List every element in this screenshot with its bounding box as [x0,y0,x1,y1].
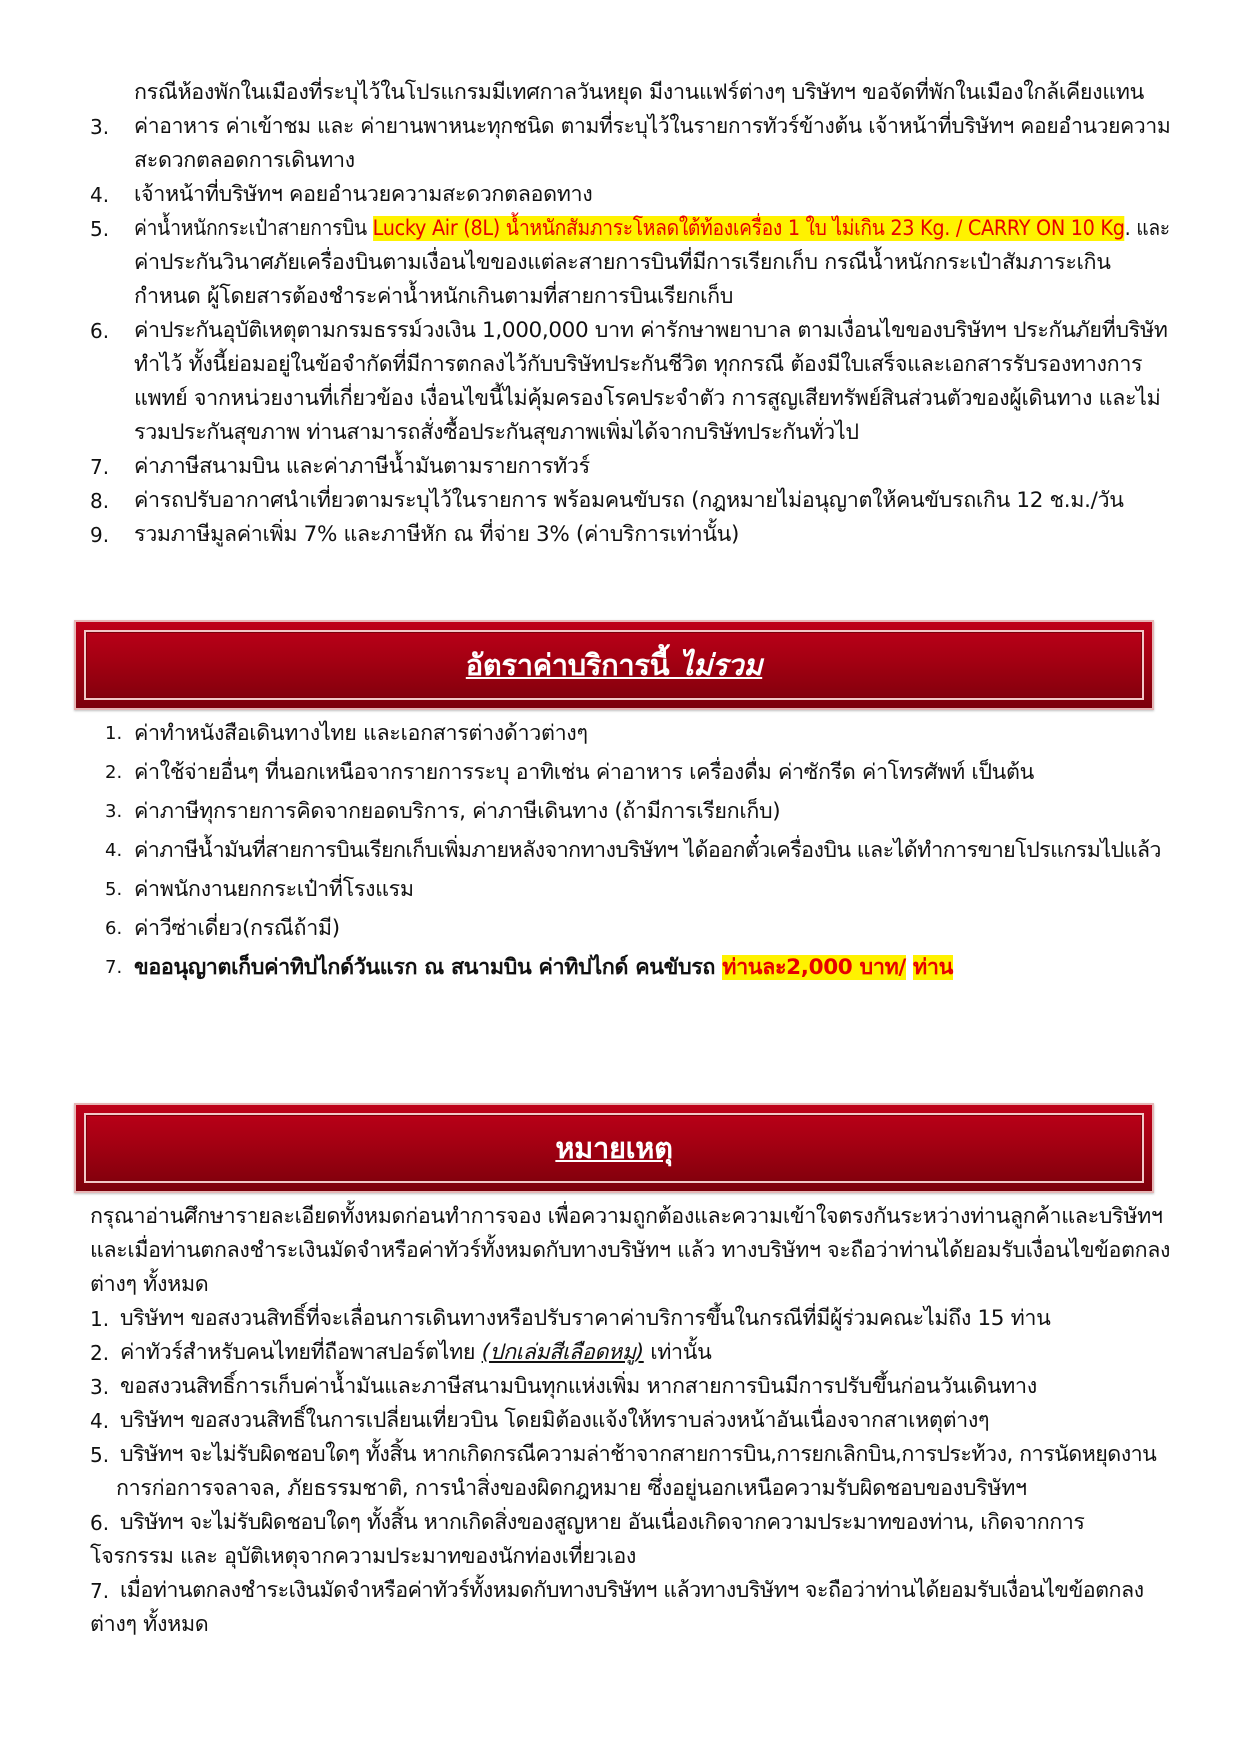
included-num-5: 5. [90,217,110,241]
included-item-5-text-b: . และ [1124,216,1170,241]
included-num-9: 9. [90,523,110,547]
remarks-intro-line3: ต่างๆ ทั้งหมด [90,1272,209,1297]
included-num-4: 4. [90,183,110,207]
remarks-num-3: 3. [90,1375,110,1399]
remarks-item-6-line2: โจรกรรม และ อุบัติเหตุจากความประมาทของนักท่องเที่ยวเอง [90,1544,637,1569]
excluded-item-4: ค่าภาษีน้ำมันที่สายการบินเรียกเก็บเพิ่มภายหลังจากทางบริษัทฯ ได้ออกตั๋วเครื่องบิน และได้ทำการขายโปรแกรมไปแล้ว [134,838,1161,863]
included-item-5-text-a: ค่าน้ำหนักกระเป๋าสายการบิน [134,216,373,241]
excluded-item-1: ค่าทำหนังสือเดินทางไทย และเอกสารต่างด้าวต่างๆ [134,721,588,746]
included-item-5-line3: กำหนด ผู้โดยสารต้องชำระค่าน้ำหนักเกินตามที่สายการบินเรียกเก็บ [134,284,734,309]
included-num-6: 6. [90,319,110,343]
excluded-banner [74,620,1154,710]
excluded-title-emphasis: ไม่รวม [679,648,763,682]
included-item-8-line1: ค่ารถปรับอากาศนำเที่ยวตามระบุไว้ในรายการ พร้อมคนขับรถ (กฎหมายไม่อนุญาตให้คนขับรถเกิน 12 ช.ม./วัน [134,488,1124,513]
remarks-num-2: 2. [90,1341,110,1365]
included-item-9-line1: รวมภาษีมูลค่าเพิ่ม 7% และภาษีหัก ณ ที่จ่าย 3% (ค่าบริการเท่านั้น) [134,522,740,547]
excluded-item-7 [134,951,953,985]
included-item-6-line1: ค่าประกันอุบัติเหตุตามกรมธรรม์วงเงิน 1,000,000 บาท ค่ารักษาพยาบาล ตามเงื่อนไขของบริษัทฯ ประกันภัยที่บริษัท [134,318,1168,343]
included-item-6-line4: รวมประกันสุขภาพ ท่านสามารถสั่งซื้อประกันสุขภาพเพิ่มได้จากบริษัทประกันทั่วไป [134,420,859,445]
included-item-3-line1: ค่าอาหาร ค่าเข้าชม และ ค่ายานพาหนะทุกชนิด ตามที่ระบุไว้ในรายการทัวร์ข้างต้น เจ้าหน้าที่บริษัทฯ คอยอำนวยความ [134,114,1171,139]
baggage-highlight: Lucky Air (8L) น้ำหนักสัมภาระโหลดใต้ท้องเครื่อง 1 ใบ ไม่เกิน 23 Kg. / CARRY ON 10 Kg [372,216,1125,241]
remarks-item-2-text: ค่าทัวร์สำหรับคนไทยที่ถือพาสปอร์ตไทย [120,1340,482,1365]
excluded-title [74,642,1154,688]
tip-unit-highlight: ท่าน [913,955,953,980]
excluded-item-6: ค่าวีซ่าเดี่ยว(กรณีถ้ามี) [134,916,340,941]
remarks-banner [74,1103,1154,1193]
included-item-5-line1 [134,212,1170,246]
passport-cover-note: (ปกเล่มสีเลือดหมู) [481,1340,644,1365]
remarks-item-6-line1: บริษัทฯ จะไม่รับผิดชอบใดๆ ทั้งสิ้น หากเกิดสิ่งของสูญหาย อันเนื่องเกิดจากความประมาทของท่าน, เกิดจากการ [120,1510,1085,1535]
included-item-7-line1: ค่าภาษีสนามบิน และค่าภาษีน้ำมันตามรายการทัวร์ [134,454,590,479]
remarks-item-2 [120,1336,711,1370]
remarks-num-1: 1. [90,1307,110,1331]
excluded-num-1: 1. [105,723,123,744]
excluded-num-4: 4. [105,840,123,861]
tip-text: ขออนุญาตเก็บค่าทิปไกด์วันแรก ณ สนามบิน ค่าทิปไกด์ คนขับรถ [134,955,723,980]
included-item-6-line2: ทำไว้ ทั้งนี้ย่อมอยู่ในข้อจำกัดที่มีการตกลงไว้กับบริษัทประกันชีวิต ทุกกรณี ต้องมีใบเสร็จและเอกสารรับรองทางการ [134,352,1143,377]
remarks-intro-line1: กรุณาอ่านศึกษารายละเอียดทั้งหมดก่อนทำการจอง เพื่อความถูกต้องและความเข้าใจตรงกันระหว่างท่านลูกค้าและบริษัทฯ [90,1204,1163,1229]
excluded-item-2: ค่าใช้จ่ายอื่นๆ ที่นอกเหนือจากรายการระบุ อาทิเช่น ค่าอาหาร เครื่องดื่ม ค่าซักรีด ค่าโทรศัพท์ เป็นต้น [134,760,1034,785]
remarks-item-7-line2: ต่างๆ ทั้งหมด [90,1612,209,1637]
remarks-item-7-line1: เมื่อท่านตกลงชำระเงินมัดจำหรือค่าทัวร์ทั้งหมดกับทางบริษัทฯ แล้วทางบริษัทฯ จะถือว่าท่านได้ยอมรับเงื่อนไขข้อตกลง [120,1578,1144,1603]
remarks-title: หมายเหตุ [555,1131,673,1165]
excluded-num-6: 6. [105,918,123,939]
tip-amount-highlight: ท่านละ2,000 บาท/ [722,955,906,980]
remarks-item-4: บริษัทฯ ขอสงวนสิทธิ์ในการเปลี่ยนเที่ยวบิน โดยมิต้องแจ้งให้ทราบล่วงหน้าอันเนื่องจากสาเหตุต่างๆ [120,1408,990,1433]
included-item-4-line1: เจ้าหน้าที่บริษัทฯ คอยอำนวยความสะดวกตลอดทาง [134,182,593,207]
excluded-item-5: ค่าพนักงานยกกระเป๋าที่โรงแรม [134,877,414,902]
included-item-6-line3: แพทย์ จากหน่วยงานที่เกี่ยวข้อง เงื่อนไขนี้ไม่คุ้มครองโรคประจำตัว การสูญเสียทรัพย์สินส่วนตัวของผู้เดินทาง และไม่ [134,386,1161,411]
remarks-num-5: 5. [90,1443,110,1467]
remarks-item-2-tail: เท่านั้น [643,1340,712,1365]
remarks-item-1: บริษัทฯ ขอสงวนสิทธิ์ที่จะเลื่อนการเดินทางหรือปรับราคาค่าบริการขึ้นในกรณีที่มีผู้ร่วมคณะไม่ถึง 15 ท่าน [120,1306,1051,1331]
excluded-num-5: 5. [105,879,123,900]
remarks-intro-line2: และเมื่อท่านตกลงชำระเงินมัดจำหรือค่าทัวร์ทั้งหมดกับทางบริษัทฯ แล้ว ทางบริษัทฯ จะถือว่าท่านได้ยอมรับเงื่อนไขข้อตกลง [90,1238,1171,1263]
remarks-num-6: 6. [90,1511,110,1535]
remarks-num-7: 7. [90,1579,110,1603]
remarks-num-4: 4. [90,1409,110,1433]
remarks-item-5-line2: การก่อการจลาจล, ภัยธรรมชาติ, การนำสิ่งของผิดกฎหมาย ซึ่งอยู่นอกเหนือความรับผิดชอบของบริษัทฯ [116,1476,1027,1501]
excluded-num-2: 2. [105,762,123,783]
included-num-3: 3. [90,115,110,139]
remarks-item-3: ขอสงวนสิทธิ์การเก็บค่าน้ำมันและภาษีสนามบินทุกแห่งเพิ่ม หากสายการบินมีการปรับขึ้นก่อนวันเดินทาง [120,1374,1037,1399]
included-item-5-line2: ค่าประกันวินาศภัยเครื่องบินตามเงื่อนไขของแต่ละสายการบินที่มีการเรียกเก็บ กรณีน้ำหนักกระเป๋าสัมภาระเกิน [134,250,1111,275]
remarks-item-5-line1: บริษัทฯ จะไม่รับผิดชอบใดๆ ทั้งสิ้น หากเกิดกรณีความล่าช้าจากสายการบิน,การยกเลิกบิน,การประท้วง, การนัดหยุดงาน [120,1442,1157,1467]
excluded-title-main: อัตราค่าบริการนี้ [465,648,680,682]
included-num-8: 8. [90,489,110,513]
excluded-item-3: ค่าภาษีทุกรายการคิดจากยอดบริการ, ค่าภาษีเดินทาง (ถ้ามีการเรียกเก็บ) [134,799,781,824]
included-continued-line: กรณีห้องพักในเมืองที่ระบุไว้ในโปรแกรมมีเทศกาลวันหยุด มีงานแฟร์ต่างๆ บริษัทฯ ขอจัดที่พักในเมืองใกล้เคียงแทน [134,80,1144,105]
excluded-num-7: 7. [105,957,123,978]
included-num-7: 7. [90,455,110,479]
included-item-3-line2: สะดวกตลอดการเดินทาง [134,148,355,173]
excluded-num-3: 3. [105,801,123,822]
